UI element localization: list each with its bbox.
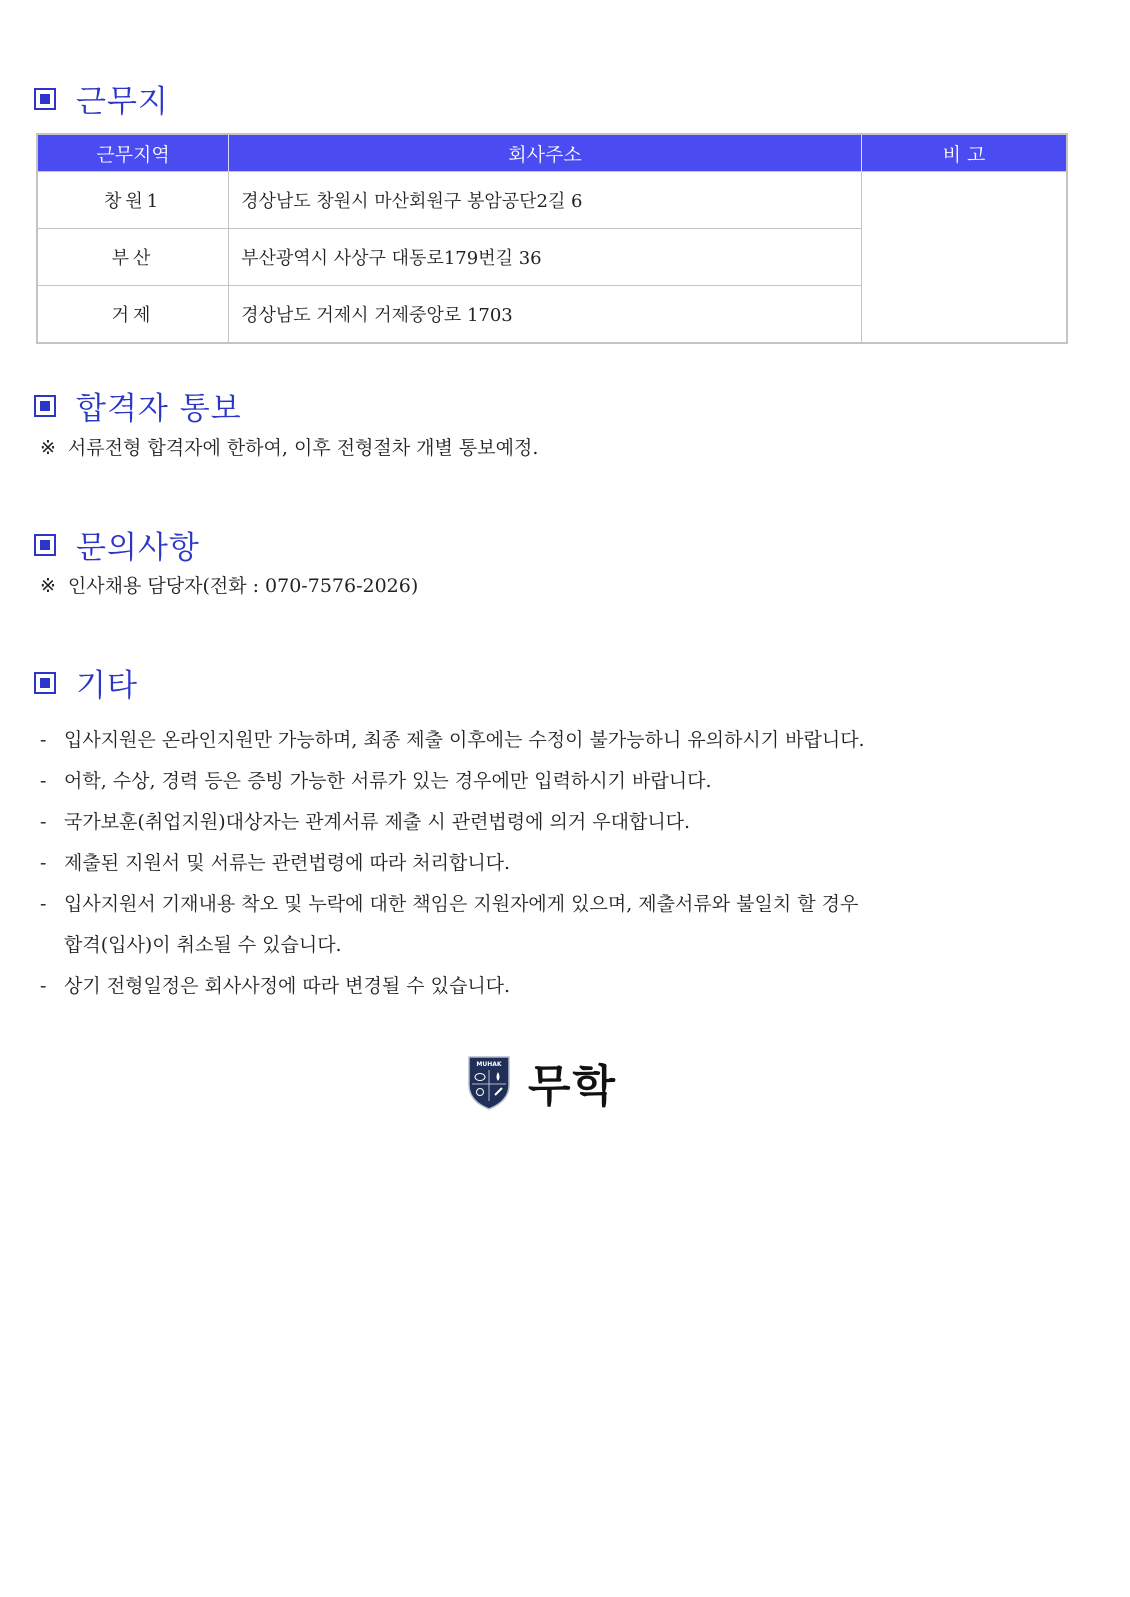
- dash-marker: -: [40, 852, 47, 874]
- reference-mark: ※: [40, 437, 56, 459]
- region-cell: 부산: [37, 229, 229, 286]
- reference-mark: ※: [40, 575, 56, 597]
- list-item: [40, 720, 865, 761]
- list-item-text: 어학, 수상, 경력 등은 증빙 가능한 서류가 있는 경우에만 입력하시기 바랍니다.: [64, 770, 712, 792]
- dash-marker: -: [40, 893, 47, 915]
- section-title-text: 근무지: [76, 84, 169, 120]
- section-title-text: 기타: [76, 668, 138, 704]
- square-bullet-icon: [34, 534, 56, 556]
- notice-text: [40, 433, 538, 460]
- list-item: [40, 966, 865, 1007]
- header-address: 회사주소: [229, 134, 862, 172]
- dash-marker: -: [40, 811, 47, 833]
- workplace-table: [36, 133, 1068, 344]
- square-bullet-icon: [34, 88, 56, 110]
- table-header-row: [37, 134, 1067, 172]
- etc-list: [40, 720, 865, 1007]
- list-item-text: 국가보훈(취업지원)대상자는 관계서류 제출 시 관련법령에 의거 우대합니다.: [64, 811, 691, 833]
- company-name: 무학: [528, 1061, 618, 1112]
- table-row: [37, 172, 1067, 229]
- address-cell: 부산광역시 사상구 대동로179번길 36: [229, 229, 862, 286]
- header-region: 근무지역: [37, 134, 229, 172]
- square-bullet-icon: [34, 395, 56, 417]
- section-title-notice: [34, 383, 242, 428]
- company-logo: [466, 1050, 617, 1114]
- section-title-inquiry: [34, 522, 200, 567]
- header-note: 비 고: [861, 134, 1067, 172]
- list-item: [40, 884, 865, 925]
- inquiry-body: 인사채용 담당자(전화 : 070-7576-2026): [67, 575, 419, 597]
- list-item-text: 입사지원은 온라인지원만 가능하며, 최종 제출 이후에는 수정이 불가능하니 유의하시기 바랍니다.: [64, 729, 865, 751]
- list-item: [40, 802, 865, 843]
- dash-marker: -: [40, 770, 47, 792]
- list-item: [40, 843, 865, 884]
- list-item: [40, 761, 865, 802]
- list-item-continuation: [40, 925, 865, 966]
- section-title-text: 합격자 통보: [76, 391, 242, 427]
- section-title-etc: [34, 660, 138, 705]
- list-item-text: 입사지원서 기재내용 착오 및 누락에 대한 책임은 지원자에게 있으며, 제출서류와 불일치 할 경우: [64, 893, 859, 915]
- section-title-workplace: [34, 76, 169, 121]
- square-bullet-icon: [34, 672, 56, 694]
- dash-marker: -: [40, 975, 47, 997]
- list-item-text: 합격(입사)이 취소될 수 있습니다.: [64, 934, 342, 956]
- muhak-emblem-icon: [466, 1053, 512, 1111]
- dash-marker: -: [40, 729, 47, 751]
- inquiry-text: [40, 571, 418, 598]
- list-item-text: 제출된 지원서 및 서류는 관련법령에 따라 처리합니다.: [64, 852, 511, 874]
- list-item-text: 상기 전형일정은 회사사정에 따라 변경될 수 있습니다.: [64, 975, 511, 997]
- note-cell: [861, 172, 1067, 344]
- address-cell: 경상남도 거제시 거제중앙로 1703: [229, 286, 862, 344]
- section-title-text: 문의사항: [76, 530, 200, 566]
- region-cell: 거제: [37, 286, 229, 344]
- emblem-text: MUHAK: [476, 1061, 502, 1068]
- address-cell: 경상남도 창원시 마산회원구 봉암공단2길 6: [229, 172, 862, 229]
- region-cell: 창원1: [37, 172, 229, 229]
- notice-body: 서류전형 합격자에 한하여, 이후 전형절차 개별 통보예정.: [67, 437, 539, 459]
